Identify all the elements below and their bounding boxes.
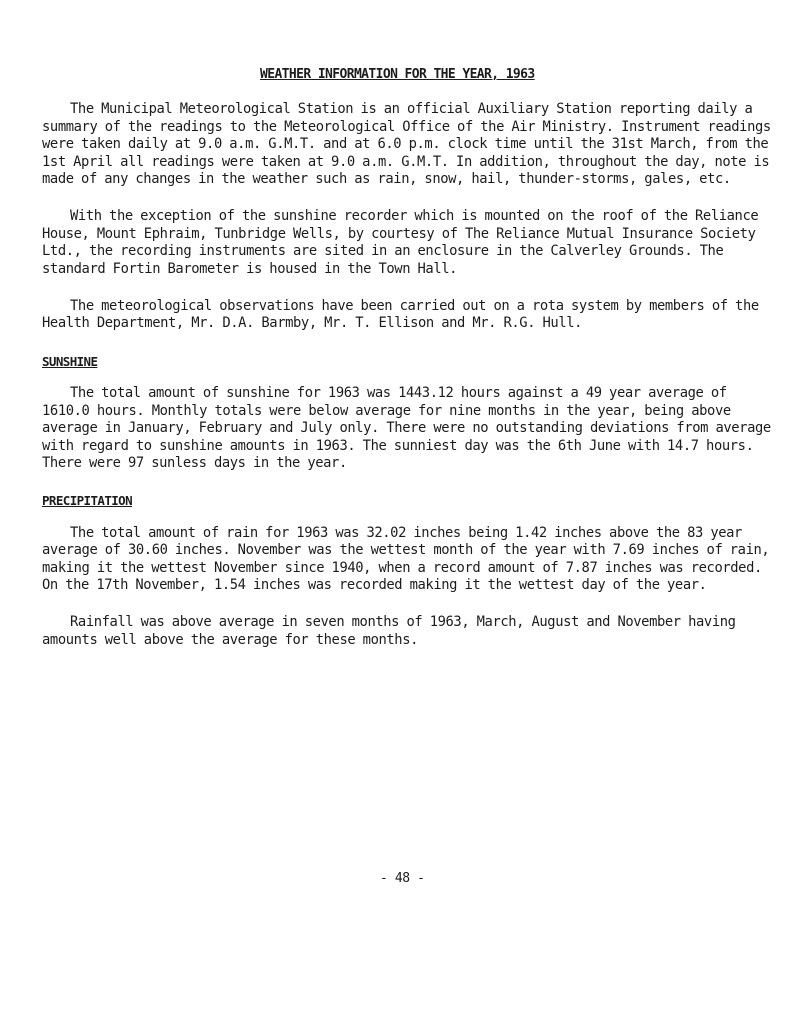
intro-paragraph-observers: The meteorological observations have been carried out on a rota system by members of the Health Department, Mr. D.A. Barmby, Mr. T. Ellison and Mr. R.G. Hull.: [42, 298, 759, 332]
document-title: WEATHER INFORMATION FOR THE YEAR, 1963: [260, 67, 535, 82]
page-number: - 48 -: [380, 871, 425, 886]
precipitation-heading: PRECIPITATION: [42, 493, 133, 509]
sunshine-paragraph: The total amount of sunshine for 1963 was 1443.12 hours against a 49 year average of 1610.0 hours. Monthly totals were below average for nine months in the year, being above average in January, February and July only. There were no outstanding deviations from average with regard to sunshine amounts in 1963. The sunniest day was the 6th June with 14.7 hours. There were 97 sunless days in the year.: [42, 385, 771, 471]
sunshine-heading: SUNSHINE: [42, 353, 98, 369]
intro-paragraph-station: The Municipal Meteorological Station is an official Auxiliary Station reporting daily a summary of the readings to the Meteorological Office of the Air Ministry. Instrument readings were taken daily at 9.0 a.m. G.M.T. and at 6.0 p.m. clock time until the 31st March, from the 1st April all readings were taken at 9.0 a.m. G.M.T. In addition, throughout the day, note is made of any changes in the weather such as rain, snow, hail, thunder-storms, gales, etc.: [42, 101, 771, 188]
precipitation-paragraph-total: The total amount of rain for 1963 was 32.02 inches being 1.42 inches above the 83 year average of 30.60 inches. November was the wettest month of the year with 7.69 inches of rain, making it the wettest November since 1940, when a record amount of 7.87 inches was recorded. On the 17th November, 1.54 inches was recorded making it the wettest day of the year.: [42, 524, 770, 593]
precipitation-paragraph-months: Rainfall was above average in seven months of 1963, March, August and November having amounts well above the average for these months.: [42, 614, 736, 648]
intro-paragraph-instruments: With the exception of the sunshine recorder which is mounted on the roof of the Reliance House, Mount Ephraim, Tunbridge Wells, by courtesy of The Reliance Mutual Insurance Society Ltd., the recording instruments are sited in an enclosure in the Calverley Grounds. The standard Fortin Barometer is housed in the Town Hall.: [42, 208, 759, 277]
